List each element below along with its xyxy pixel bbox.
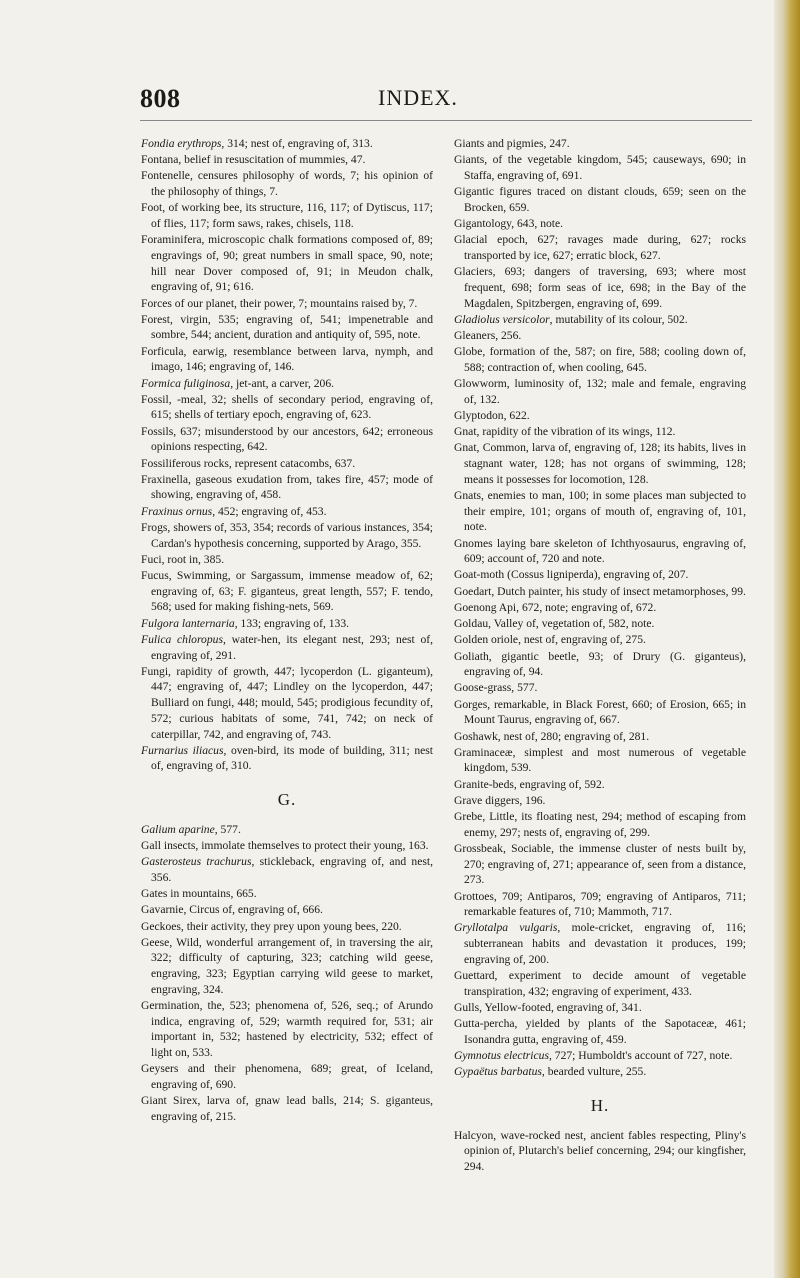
section-letter-g: G. <box>277 790 297 810</box>
index-entry <box>454 152 746 183</box>
index-entries-g <box>141 822 433 1125</box>
index-entry <box>454 1064 746 1080</box>
index-entry <box>454 841 746 888</box>
entry-text: Fossiliferous rocks, represent catacombs, 637. <box>141 456 356 470</box>
index-entry <box>141 456 433 472</box>
index-entry <box>454 440 746 487</box>
entry-heading: Galium aparine <box>141 822 215 836</box>
entry-text: , jet-ant, a carver, 206. <box>230 376 335 390</box>
entry-heading: Fulgora lanternaria <box>141 616 235 630</box>
entry-text: Giants and pigmies, 247. <box>454 137 570 150</box>
entry-text: Fossil, -meal, 32; shells of secondary period, engraving of, 615; shells of tertiary epoch, engraving of, 623. <box>141 392 433 422</box>
entry-heading: Furnarius iliacus <box>141 743 224 757</box>
right-column <box>454 136 746 1175</box>
index-entry <box>454 232 746 263</box>
index-entry <box>454 745 746 776</box>
entry-text: Gigantic figures traced on distant clouds, 659; seen on the Brocken, 659. <box>454 185 746 214</box>
entry-text: Fossils, 637; misunderstood by our ancestors, 642; erroneous opinions respecting, 642. <box>141 424 433 454</box>
index-entry <box>141 312 433 343</box>
entry-heading: Formica fuliginosa <box>141 376 231 390</box>
index-entry <box>454 328 746 344</box>
entry-text: Fontenelle, censures philosophy of words, 7; his opinion of the philosophy of things, 7. <box>141 169 433 199</box>
index-entry <box>141 344 433 375</box>
index-entry <box>141 472 433 503</box>
entry-text: , bearded vulture, 255. <box>541 1065 647 1079</box>
index-entry <box>141 520 433 551</box>
entry-text: Grottoes, 709; Antiparos, 709; engraving of Antiparos, 711; remarkable features of, 710; Mammoth, 717. <box>454 889 746 919</box>
entry-text: Gutta-percha, yielded by plants of the Sapotaceæ, 461; Isonandra gutta, engraving of, 459. <box>454 1017 746 1046</box>
entry-heading: Fraxinus ornus <box>141 504 213 518</box>
entry-text: Foot, of working bee, its structure, 116, 117; of Dytiscus, 117; of flies, 117; form saws, rakes, chisels, 118. <box>141 201 433 231</box>
index-entry <box>141 664 433 743</box>
entry-text: Goedart, Dutch painter, his study of insect metamorphoses, 99. <box>454 584 746 598</box>
entry-text: Geese, Wild, wonderful arrangement of, in traversing the air, 322; difficulty of capturing, 323; catching wild geese, engraving, 323; Egyptian carrying wild geese to market, engraving, 324. <box>141 935 433 996</box>
index-entry <box>141 1061 433 1092</box>
entry-text: Graminaceæ, simplest and most numerous of vegetable kingdom, 539. <box>454 745 746 775</box>
entry-text: Giants, of the vegetable kingdom, 545; causeways, 690; in Staffa, engraving of, 691. <box>454 153 746 182</box>
index-entry <box>454 777 746 793</box>
index-entry <box>454 600 746 616</box>
entry-text: , 452; engraving of, 453. <box>212 504 327 518</box>
entry-text: Forces of our planet, their power, 7; mountains raised by, 7. <box>141 296 418 310</box>
entry-text: Foraminifera, microscopic chalk formations composed of, 89; engravings of, 90; great numbers in small space, 90, note; hill near Dover composed of, 91; in Meudon chalk, engraving of, 91; 616. <box>141 233 433 294</box>
index-entry <box>454 920 746 967</box>
entry-text: , 133; engraving of, 133. <box>234 616 350 630</box>
entry-text: , oven-bird, its mode of building, 311; nest of, engraving of, 310. <box>151 743 433 773</box>
entry-text: Gigantology, 643, note. <box>454 217 564 231</box>
index-entries-f <box>141 136 433 774</box>
index-entry <box>454 567 746 583</box>
index-entry <box>141 935 433 998</box>
index-entry <box>454 968 746 999</box>
index-entry <box>454 1016 746 1047</box>
entry-text: Gulls, Yellow-footed, engraving of, 341. <box>454 1000 642 1014</box>
entry-text: Glyptodon, 622. <box>454 408 530 422</box>
entry-text: , 577. <box>214 822 241 836</box>
index-entry <box>141 902 433 918</box>
index-entry <box>454 632 746 648</box>
entry-text: Gnat, Common, larva of, engraving of, 128; its habits, lives in stagnant water, 128; has not organs of swimming, 128; means it possesses for locomotion, 128. <box>454 441 746 486</box>
index-entries-g-continued <box>454 136 746 1080</box>
index-entry <box>141 838 433 854</box>
entry-text: Goat-moth (Cossus ligniperda), engraving of, 207. <box>454 568 689 582</box>
index-entry <box>454 1128 746 1175</box>
index-entry <box>454 729 746 745</box>
index-entry <box>141 152 433 168</box>
entry-heading: Fulica chloropus <box>141 632 223 646</box>
entry-text: , mutability of its colour, 502. <box>549 312 688 326</box>
index-entry <box>454 376 746 407</box>
index-entry <box>141 232 433 295</box>
entry-text: Fungi, rapidity of growth, 447; lycoperdon (L. giganteum), 447; engraving of, 447; Lindley on the lycoperdon, 447; Bulliard on fungi, 448; mould, 545; prodigious fecundity of, 572; curious habitats of some, 741, 742; on neck of caterpillar, 742, and engraving of, 743. <box>141 664 433 741</box>
index-entry <box>454 649 746 680</box>
entry-text: Goshawk, nest of, 280; engraving of, 281. <box>454 729 650 743</box>
index-entry <box>454 424 746 440</box>
index-entry <box>141 504 433 520</box>
entry-heading: Gryllotalpa vulgaris <box>454 921 558 935</box>
index-entry <box>454 1048 746 1064</box>
entry-text: Fucus, Swimming, or Sargassum, immense meadow of, 62; engraving of, 63; F. giganteus, great length, 557; F. tendo, 568; used for making fishing-nets, 569. <box>141 568 433 614</box>
index-entry <box>141 998 433 1061</box>
index-entry <box>141 743 433 774</box>
running-head: INDEX. <box>378 85 458 110</box>
entry-text: Halcyon, wave-rocked nest, ancient fables respecting, Pliny's opinion of, Plutarch's belief concerning, 294; our kingfisher, 294. <box>454 1128 746 1174</box>
index-entry <box>141 136 433 152</box>
entry-text: Gnat, rapidity of the vibration of its wings, 112. <box>454 425 676 439</box>
page-gutter-shadow <box>774 0 800 1278</box>
entry-text: Fontana, belief in resuscitation of mummies, 47. <box>141 153 366 167</box>
entry-text: Geysers and their phenomena, 689; great, of Iceland, engraving of, 690. <box>141 1062 433 1092</box>
entry-text: Gall insects, immolate themselves to protect their young, 163. <box>141 839 429 853</box>
header-rule <box>140 120 752 121</box>
entry-text: Geckoes, their activity, they prey upon young bees, 220. <box>141 919 402 933</box>
entry-text: Grave diggers, 196. <box>454 793 546 807</box>
index-entry <box>454 697 746 728</box>
entry-text: Giant Sirex, larva of, gnaw lead balls, 214; S. giganteus, engraving of, 215. <box>141 1094 433 1123</box>
index-entries-h <box>454 1128 746 1175</box>
index-entry <box>141 616 433 632</box>
index-entry <box>454 809 746 840</box>
index-entry <box>454 488 746 535</box>
entry-heading: Gasterosteus trachurus <box>141 855 252 869</box>
entry-text: Guettard, experiment to decide amount of vegetable transpiration, 432; engraving of experiment, 433. <box>454 969 746 998</box>
entry-text: Golden oriole, nest of, engraving of, 275. <box>454 633 646 647</box>
entry-heading: Gymnotus electricus <box>454 1049 549 1063</box>
index-entry <box>141 568 433 615</box>
entry-text: Grebe, Little, its floating nest, 294; method of escaping from enemy, 297; nests of, engraving of, 299. <box>454 810 746 839</box>
entry-text: Goenong Api, 672, note; engraving of, 672. <box>454 600 657 614</box>
entry-text: Glowworm, luminosity of, 132; male and female, engraving of, 132. <box>454 377 746 406</box>
index-entry <box>454 216 746 232</box>
entry-text: Glacial epoch, 627; ravages made during, 627; rocks transported by ice, 627; erratic block, 627. <box>454 233 746 262</box>
entry-text: Forficula, earwig, resemblance between larva, nymph, and imago, 146; engraving of, 146. <box>141 344 433 374</box>
index-entry <box>141 296 433 312</box>
entry-text: Glaciers, 693; dangers of traversing, 693; where most frequent, 698; form seas of ice, 698; in the Bay of the Magdalen, Spitzbergen, engraving of, 699. <box>454 265 746 310</box>
entry-text: , 314; nest of, engraving of, 313. <box>221 137 373 150</box>
entry-text: Gleaners, 256. <box>454 328 522 342</box>
entry-text: Gorges, remarkable, in Black Forest, 660; of Erosion, 665; in Mount Taurus, engraving of, 667. <box>454 697 746 727</box>
index-entry <box>141 632 433 663</box>
entry-text: Fraxinella, gaseous exudation from, takes fire, 457; mode of showing, engraving of, 458. <box>141 472 433 502</box>
entry-text: Gnats, enemies to man, 100; in some places man subjected to their empire, 101; organs of mouth of, engraving of, 101, note. <box>454 488 746 534</box>
entry-text: Gnomes laying bare skeleton of Ichthyosaurus, engraving of, 609; account of, 720 and note. <box>454 536 746 566</box>
index-entry <box>141 392 433 423</box>
entry-text: Goose-grass, 577. <box>454 681 538 695</box>
index-entry <box>454 344 746 375</box>
index-entry <box>141 886 433 902</box>
entry-text: , mole-cricket, engraving of, 116; subterranean habits and devastation it produces, 199; engraving of, 200. <box>464 921 746 966</box>
left-column <box>141 136 433 1125</box>
entry-text: Fuci, root in, 385. <box>141 552 225 566</box>
index-entry <box>454 408 746 424</box>
index-entry <box>454 312 746 328</box>
entry-heading: Fondia erythrops <box>141 137 222 150</box>
index-entry <box>454 536 746 567</box>
entry-text: , stickleback, engraving of, and nest, 356. <box>151 855 433 884</box>
entry-text: , water-hen, its elegant nest, 293; nest of, engraving of, 291. <box>151 632 434 662</box>
index-entry <box>454 889 746 920</box>
index-entry <box>454 184 746 215</box>
index-entry <box>141 376 433 392</box>
entry-heading: Gypaëtus barbatus <box>454 1065 542 1079</box>
index-entry <box>454 1000 746 1016</box>
index-entry <box>454 616 746 632</box>
index-entry <box>141 854 433 885</box>
entry-text: Globe, formation of the, 587; on fire, 588; cooling down of, 588; contraction of, when cooling, 645. <box>454 345 746 374</box>
entry-heading: Gladiolus versicolor <box>454 312 550 326</box>
index-entry <box>454 136 746 152</box>
index-entry <box>454 264 746 311</box>
entry-text: Grossbeak, Sociable, the immense cluster of nests built by, 270; engraving of, 271; appearance of, seen from a distance, 273. <box>454 841 746 887</box>
page-number: 808 <box>140 84 181 113</box>
index-entry <box>141 1093 433 1124</box>
entry-text: Goliath, gigantic beetle, 93; of Drury (G. giganteus), engraving of, 94. <box>454 649 746 679</box>
entry-text: , 727; Humboldt's account of 727, note. <box>548 1049 733 1063</box>
index-entry <box>141 200 433 231</box>
index-entry <box>141 168 433 199</box>
index-entry <box>454 680 746 696</box>
entry-text: Forest, virgin, 535; engraving of, 541; impenetrable and sombre, 544; ancient, duration and antiquity of, 595, note. <box>141 312 433 342</box>
entry-text: Gates in mountains, 665. <box>141 887 257 901</box>
entry-text: Granite-beds, engraving of, 592. <box>454 777 605 791</box>
index-entry <box>141 822 433 838</box>
index-entry <box>454 584 746 600</box>
index-entry <box>141 919 433 935</box>
index-entry <box>141 552 433 568</box>
section-letter-h: H. <box>590 1095 610 1115</box>
entry-text: Germination, the, 523; phenomena of, 526, seq.; of Arundo indica, engraving of, 529; warmth required for, 531; air important in, 532; hastened by electricity, 532; effect of light on, 533. <box>141 999 433 1060</box>
entry-text: Goldau, Valley of, vegetation of, 582, note. <box>454 617 655 631</box>
entry-text: Gavarnie, Circus of, engraving of, 666. <box>141 903 323 917</box>
entry-text: Frogs, showers of, 353, 354; records of various instances, 354; Cardan's hypothesis concerning, supported by Arago, 355. <box>141 520 433 550</box>
index-entry <box>454 793 746 809</box>
index-entry <box>141 424 433 455</box>
